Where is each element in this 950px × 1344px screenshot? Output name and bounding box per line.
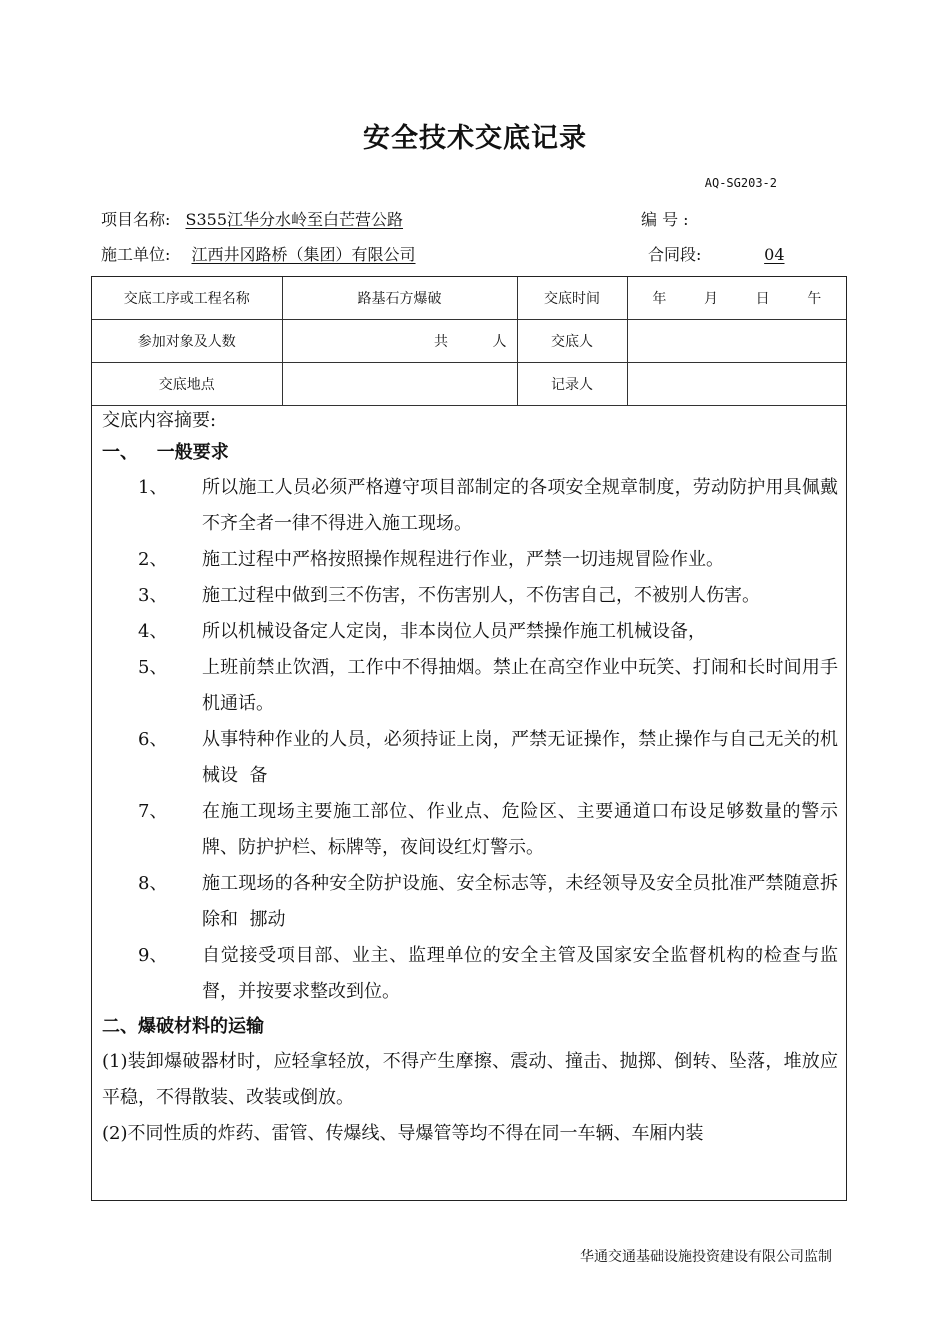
- paragraph: (2)不同性质的炸药、雷管、传爆线、导爆管等均不得在同一车辆、车厢内装: [102, 1123, 704, 1144]
- document-code: AQ-SG203-2: [704, 176, 777, 190]
- contract-section-label: 合同段:: [648, 245, 702, 264]
- record-frame: [91, 276, 847, 1201]
- list-item: [102, 542, 838, 578]
- item-text: 所以施工人员必须严格遵守项目部制定的各项安全规章制度，劳动防护用具佩戴不齐全者一律不得进入施工现场。: [202, 477, 838, 534]
- location-value: [282, 363, 517, 406]
- number-field: [641, 207, 689, 230]
- list-item: [102, 722, 838, 794]
- table-row: [92, 277, 846, 320]
- contract-section-value: 04: [764, 245, 785, 264]
- item-text: 在施工现场主要施工部位、作业点、危险区、主要通道口布设足够数量的警示牌、防护护栏、标牌等，夜间设红灯警示。: [202, 801, 838, 858]
- construction-unit-label: 施工单位:: [101, 245, 171, 264]
- process-name-value: 路基石方爆破: [282, 277, 517, 320]
- item-number: 6、: [138, 729, 168, 750]
- list-item: [102, 614, 838, 650]
- header-table: [92, 277, 846, 406]
- month-label: 月: [703, 291, 718, 307]
- item-text: 所以机械设备定人定岗，非本岗位人员严禁操作施工机械设备，: [202, 621, 706, 642]
- supervisor-footer: 华通交通基础设施投资建设有限公司监制: [580, 1249, 832, 1265]
- recorder-label: 记录人: [517, 363, 627, 406]
- item-number: 1、: [138, 477, 168, 498]
- briefing-time-label: 交底时间: [517, 277, 627, 320]
- list-item: [102, 938, 838, 1010]
- list-item: [102, 470, 838, 542]
- page-title: 安全技术交底记录: [363, 123, 587, 154]
- participants-value: [282, 320, 517, 363]
- section-heading: 二、爆破材料的运输: [102, 1016, 264, 1037]
- item-text: 从事特种作业的人员，必须持证上岗，严禁无证操作，禁止操作与自己无关的机械设 备: [202, 729, 838, 786]
- item-number: 3、: [138, 585, 168, 606]
- recorder-value: [627, 363, 846, 406]
- item-text: 上班前禁止饮酒，工作中不得抽烟。禁止在高空作业中玩笑、打闹和长时间用手机通话。: [202, 657, 838, 714]
- item-number: 8、: [138, 873, 168, 894]
- year-label: 年: [652, 291, 667, 307]
- location-label: 交底地点: [92, 363, 282, 406]
- list-item: [102, 578, 838, 614]
- summary-label: 交底内容摘要:: [102, 410, 217, 431]
- process-name-label: 交底工序或工程名称: [92, 277, 282, 320]
- presenter-value: [627, 320, 846, 363]
- briefing-content: [92, 406, 846, 1152]
- item-text: 施工现场的各种安全防护设施、安全标志等，未经领导及安全员批准严禁随意拆除和 挪动: [202, 873, 838, 930]
- list-item: [102, 866, 838, 938]
- item-number: 7、: [138, 801, 168, 822]
- briefing-time-value: [627, 277, 846, 320]
- item-text: 施工过程中做到三不伤害，不伤害别人，不伤害自己，不被别人伤害。: [202, 585, 760, 606]
- contract-section-field: [648, 242, 785, 265]
- number-label: 编 号 :: [641, 210, 689, 229]
- item-number: 4、: [138, 621, 168, 642]
- list-item: [102, 650, 838, 722]
- persons-label: 人: [492, 334, 507, 350]
- paragraph: (1)装卸爆破器材时，应轻拿轻放，不得产生摩擦、震动、撞击、抛掷、倒转、坠落，堆放应平稳，不得散装、改装或倒放。: [102, 1051, 838, 1108]
- table-row: [92, 320, 846, 363]
- day-label: 日: [755, 291, 770, 307]
- project-name-label: 项目名称:: [101, 210, 171, 229]
- noon-label: 午: [807, 291, 822, 307]
- construction-unit-row: [101, 242, 416, 265]
- item-text: 施工过程中严格按照操作规程进行作业，严禁一切违规冒险作业。: [202, 549, 724, 570]
- project-name-row: [101, 207, 403, 230]
- item-text: 自觉接受项目部、业主、监理单位的安全主管及国家安全监督机构的检查与监督，并按要求整改到位。: [202, 945, 838, 1002]
- construction-unit-value: 江西井冈路桥（集团）有限公司: [191, 245, 416, 264]
- table-row: [92, 363, 846, 406]
- section-heading: 一、 一般要求: [102, 442, 229, 463]
- item-number: 2、: [138, 549, 168, 570]
- item-number: 5、: [138, 657, 168, 678]
- presenter-label: 交底人: [517, 320, 627, 363]
- participants-label: 参加对象及人数: [92, 320, 282, 363]
- project-name-value: S355江华分水岭至白芒营公路: [185, 210, 404, 229]
- list-item: [102, 794, 838, 866]
- item-number: 9、: [138, 945, 168, 966]
- total-label: 共: [434, 334, 449, 350]
